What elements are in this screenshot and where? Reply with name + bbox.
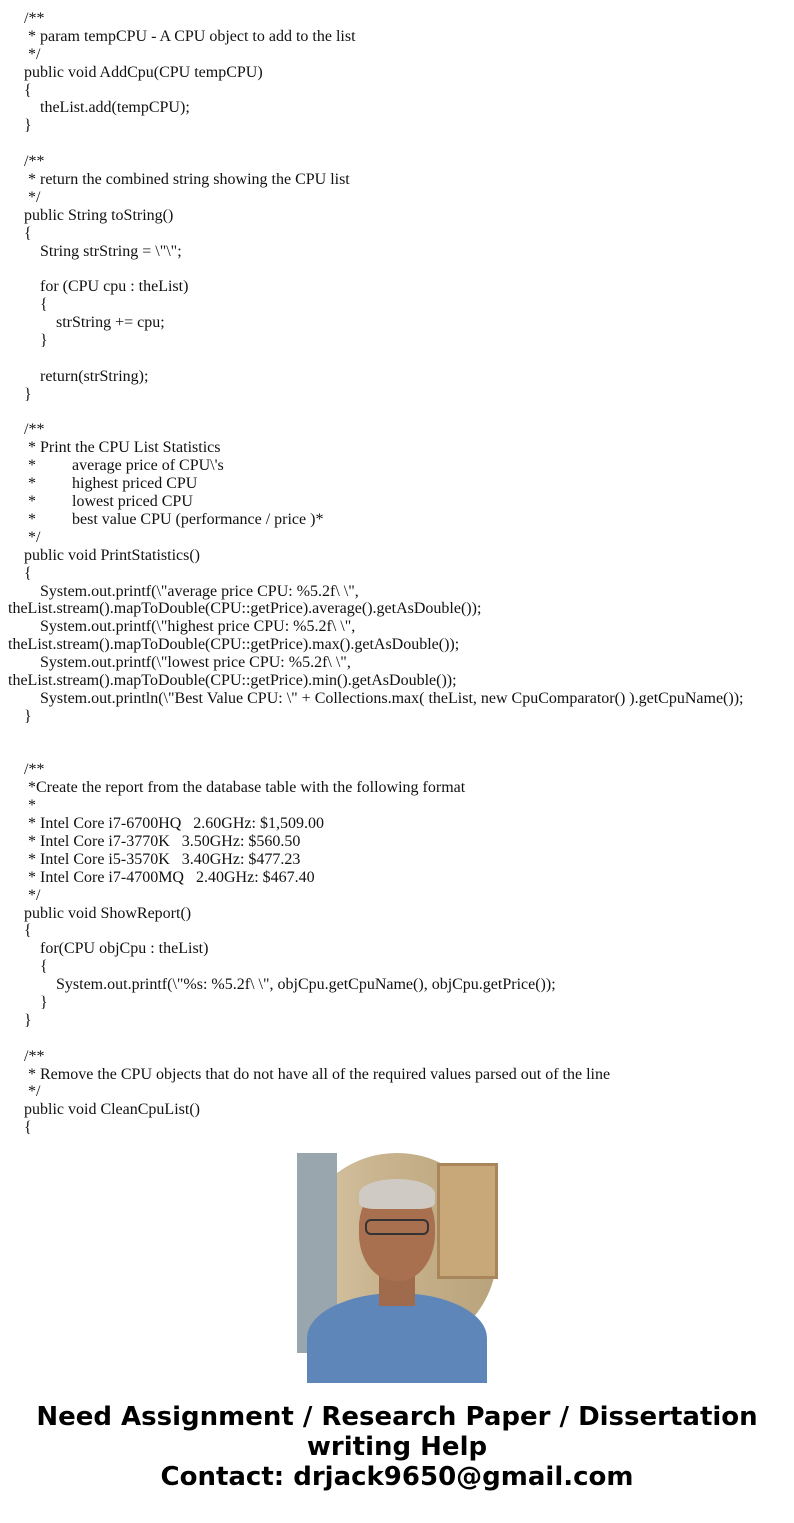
banner-line-2: writing Help: [306, 1432, 488, 1462]
code-line: {: [0, 958, 48, 976]
avatar-door-frame: [437, 1163, 498, 1279]
code-line: {: [0, 81, 32, 99]
code-line: *Create the report from the database table with the following format: [0, 779, 466, 797]
code-line: * Remove the CPU objects that do not have all of the required values parsed out of the line: [0, 1065, 611, 1083]
code-line: theList.stream().mapToDouble(CPU::getPrice).min().getAsDouble());: [0, 671, 457, 689]
code-line: *: [0, 797, 36, 815]
code-line: */: [0, 1083, 41, 1101]
code-line: [0, 135, 794, 153]
code-line: * best value CPU (performance / price )*: [0, 510, 324, 528]
code-line: * Intel Core i7-4700MQ 2.40GHz: $467.40: [0, 868, 315, 886]
code-line: /**: [0, 1047, 45, 1065]
glasses-icon: [365, 1219, 429, 1235]
code-line: theList.add(tempCPU);: [0, 99, 190, 117]
code-line: */: [0, 45, 41, 63]
code-line: public String toString(): [0, 206, 174, 224]
contact-banner: [0, 1402, 794, 1492]
code-line: [0, 350, 794, 368]
author-avatar: [297, 1153, 497, 1353]
code-line: }: [0, 993, 48, 1011]
code-line: System.out.printf(\"average price CPU: %5.2f\ \",: [0, 582, 359, 600]
code-line: }: [0, 117, 32, 135]
code-line: {: [0, 224, 32, 242]
code-line: }: [0, 385, 32, 403]
code-line: * Intel Core i7-3770K 3.50GHz: $560.50: [0, 832, 301, 850]
code-line: /**: [0, 153, 45, 171]
code-line: System.out.printf(\"%s: %5.2f\ \", objCpu.getCpuName(), objCpu.getPrice());: [0, 976, 556, 994]
code-line: * Print the CPU List Statistics: [0, 439, 221, 457]
code-line: {: [0, 296, 48, 314]
avatar-hair: [359, 1179, 435, 1209]
code-line: [0, 744, 794, 762]
code-line: }: [0, 332, 48, 350]
code-listing: [0, 10, 794, 1137]
code-line: {: [0, 922, 32, 940]
banner-contact-line: Contact: drjack9650@gmail.com: [160, 1462, 634, 1492]
banner-line-1: Need Assignment / Research Paper / Dissertation: [36, 1402, 758, 1432]
code-line: * Intel Core i5-3570K 3.40GHz: $477.23: [0, 850, 301, 868]
code-line: System.out.printf(\"highest price CPU: %5.2f\ \",: [0, 618, 356, 636]
code-line: {: [0, 564, 32, 582]
code-line: /**: [0, 421, 45, 439]
code-line: [0, 1030, 794, 1048]
code-line: */: [0, 886, 41, 904]
code-line: public void ShowReport(): [0, 904, 192, 922]
code-line: [0, 726, 794, 744]
code-line: for (CPU cpu : theList): [0, 278, 189, 296]
code-line: public void AddCpu(CPU tempCPU): [0, 63, 263, 81]
code-line: * lowest priced CPU: [0, 493, 193, 511]
avatar-shirt: [307, 1293, 487, 1383]
code-line: for(CPU objCpu : theList): [0, 940, 209, 958]
code-line: */: [0, 528, 41, 546]
code-line: [0, 260, 794, 278]
code-line: System.out.printf(\"lowest price CPU: %5.2f\ \",: [0, 654, 351, 672]
code-line: theList.stream().mapToDouble(CPU::getPrice).average().getAsDouble());: [0, 600, 482, 618]
code-line: String strString = \"\";: [0, 242, 182, 260]
code-line: public void CleanCpuList(): [0, 1101, 200, 1119]
code-line: * Intel Core i7-6700HQ 2.60GHz: $1,509.00: [0, 815, 324, 833]
code-line: return(strString);: [0, 367, 149, 385]
code-line: }: [0, 707, 32, 725]
code-line: * return the combined string showing the CPU list: [0, 171, 350, 189]
code-line: [0, 404, 794, 422]
code-line: }: [0, 1011, 32, 1029]
code-line: System.out.println(\"Best Value CPU: \" + Collections.max( theList, new CpuComparator() ).getCpuName());: [0, 689, 744, 707]
code-line: * average price of CPU\'s: [0, 457, 224, 475]
code-line: public void PrintStatistics(): [0, 546, 200, 564]
code-line: /**: [0, 761, 45, 779]
code-line: * highest priced CPU: [0, 475, 198, 493]
code-line: {: [0, 1119, 32, 1137]
code-line: /**: [0, 10, 45, 27]
code-line: */: [0, 188, 41, 206]
code-line: * param tempCPU - A CPU object to add to the list: [0, 27, 356, 45]
code-line: theList.stream().mapToDouble(CPU::getPrice).max().getAsDouble());: [0, 636, 460, 654]
code-line: strString += cpu;: [0, 314, 165, 332]
